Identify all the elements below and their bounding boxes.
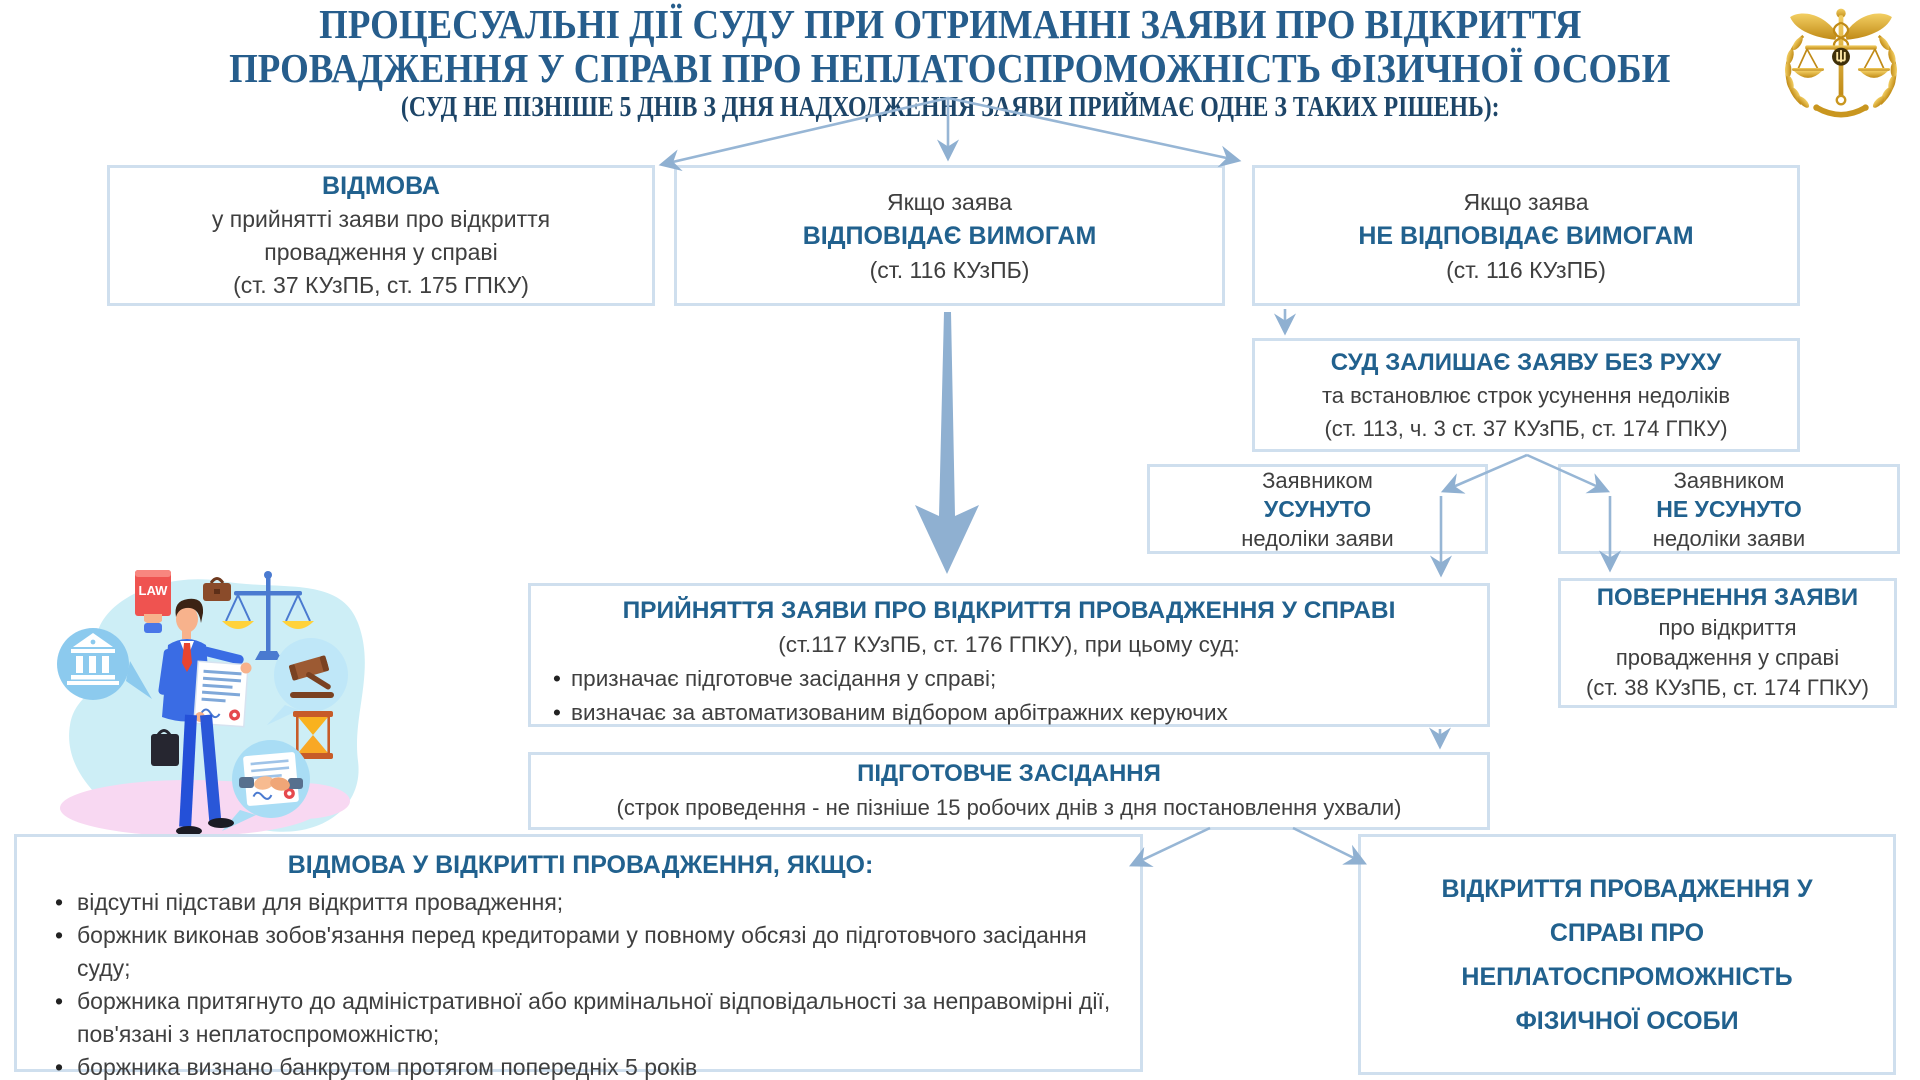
box-body-line: та встановлює строк усунення недоліків bbox=[1321, 382, 1731, 408]
bullet-item: • призначає підготовче засідання у справі; bbox=[545, 662, 1487, 696]
lawyer-illustration bbox=[40, 565, 390, 865]
box-title: НЕ ВІДПОВІДАЄ ВИМОГАМ bbox=[1358, 221, 1694, 250]
title-line-2: ПРОВАДЖЕННЯ У СПРАВІ ПРО НЕПЛАТОСПРОМОЖНІСТЬ ФІЗИЧНОЇ ОСОБИ bbox=[229, 45, 1671, 91]
box-title: ВІДМОВА bbox=[322, 171, 440, 200]
box-body-line: Якщо заява bbox=[1463, 188, 1589, 215]
title-line-3: (СУД НЕ ПІЗНІШЕ 5 ДНІВ З ДНЯ НАДХОДЖЕННЯ ЗАЯВИ ПРИЙМАЄ ОДНЕ З ТАКИХ РІШЕНЬ): bbox=[400, 92, 1500, 123]
bullet-item: • визначає за автоматизованим відбором арбітражних керуючих bbox=[545, 696, 1487, 730]
bullet-item: • боржника притягнуто до адміністративної або кримінальної відповідальності за неправомірні дії, пов'язані з неплатоспроможністю; bbox=[47, 985, 1114, 1051]
box-defects-fixed bbox=[1147, 464, 1488, 554]
svg-text:LAW: LAW bbox=[138, 583, 168, 598]
box-subtitle: (строк проведення - не пізніше 15 робочих днів з дня постановлення ухвали) bbox=[616, 795, 1402, 820]
box-body-line: Заявником bbox=[1673, 467, 1785, 493]
box-title-line: НЕПЛАТОСПРОМОЖНІСТЬ bbox=[1461, 962, 1793, 991]
bullet-item: • відсутні підстави для відкриття провадження; bbox=[47, 886, 1114, 919]
box-body-line: провадження у справі bbox=[1615, 645, 1840, 670]
title-line-1: ПРОЦЕСУАЛЬНІ ДІЇ СУДУ ПРИ ОТРИМАННІ ЗАЯВИ ПРО ВІДКРИТТЯ bbox=[318, 1, 1582, 47]
box-refusal-to-accept bbox=[107, 165, 655, 306]
box-title: УСУНУТО bbox=[1263, 495, 1372, 522]
box-legal-ref: (ст. 116 КУзПБ) bbox=[1446, 256, 1606, 283]
box-legal-ref: (ст. 113, ч. 3 ст. 37 КУзПБ, ст. 174 ГПКУ) bbox=[1324, 415, 1728, 441]
box-left-without-motion bbox=[1252, 338, 1800, 452]
arrow-to-opening bbox=[1293, 828, 1362, 862]
box-defects-not-fixed bbox=[1558, 464, 1900, 554]
page-title bbox=[140, 2, 1760, 123]
box-not-meets-requirements bbox=[1252, 165, 1800, 306]
bullet-item: • боржник виконав зобов'язання перед кредиторами у повному обсязі до підготовчого засідання суду; bbox=[47, 919, 1114, 985]
box-return-application bbox=[1558, 578, 1897, 708]
box-title: НЕ УСУНУТО bbox=[1656, 495, 1802, 522]
arrow-to-refusal-open bbox=[1134, 828, 1210, 864]
box-legal-ref: (ст. 37 КУзПБ, ст. 175 ГПКУ) bbox=[233, 271, 529, 298]
thick-arrow-meets-to-acceptance bbox=[915, 312, 979, 574]
box-legal-ref: (ст. 116 КУзПБ) bbox=[869, 256, 1030, 283]
box-title: СУД ЗАЛИШАЄ ЗАЯВУ БЕЗ РУХУ bbox=[1330, 348, 1722, 376]
box-title: ВІДПОВІДАЄ ВИМОГАМ bbox=[802, 221, 1097, 250]
box-title: ПРИЙНЯТТЯ ЗАЯВИ ПРО ВІДКРИТТЯ ПРОВАДЖЕННЯ У СПРАВІ bbox=[622, 597, 1396, 624]
box-body-line: недоліки заяви bbox=[1241, 525, 1394, 551]
box-title-line: СПРАВІ ПРО bbox=[1549, 918, 1705, 947]
box-body-line: Якщо заява bbox=[886, 188, 1013, 215]
box-acceptance bbox=[528, 583, 1490, 727]
box-body-line: про відкриття bbox=[1658, 615, 1797, 640]
box-body-line: провадження у справі bbox=[264, 238, 498, 265]
court-emblem-icon bbox=[1775, 2, 1907, 134]
box-title: ПОВЕРНЕННЯ ЗАЯВИ bbox=[1596, 584, 1859, 611]
box-meets-requirements bbox=[674, 165, 1225, 306]
box-subtitle: (ст.117 КУзПБ, ст. 176 ГПКУ), при цьому суд: bbox=[778, 632, 1240, 657]
box-title: ПІДГОТОВЧЕ ЗАСІДАННЯ bbox=[857, 760, 1161, 787]
box-title-line: ФІЗИЧНОЇ ОСОБИ bbox=[1515, 1006, 1739, 1035]
box-preparatory-hearing bbox=[528, 752, 1490, 830]
box-title-line: ВІДКРИТТЯ ПРОВАДЖЕННЯ У bbox=[1441, 874, 1813, 903]
box-legal-ref: (ст. 38 КУзПБ, ст. 174 ГПКУ) bbox=[1586, 675, 1869, 700]
box-body-line: у прийнятті заяви про відкриття bbox=[211, 205, 551, 232]
box-opening-proceedings bbox=[1358, 834, 1896, 1075]
box-body-line: Заявником bbox=[1262, 467, 1373, 493]
box-refusal-to-open bbox=[14, 834, 1143, 1080]
box-body-line: недоліки заяви bbox=[1652, 525, 1806, 551]
bullet-item: • боржника визнано банкрутом протягом попередніх 5 років bbox=[47, 1051, 1114, 1080]
box-title: ВІДМОВА У ВІДКРИТТІ ПРОВАДЖЕННЯ, ЯКЩО: bbox=[287, 851, 874, 879]
